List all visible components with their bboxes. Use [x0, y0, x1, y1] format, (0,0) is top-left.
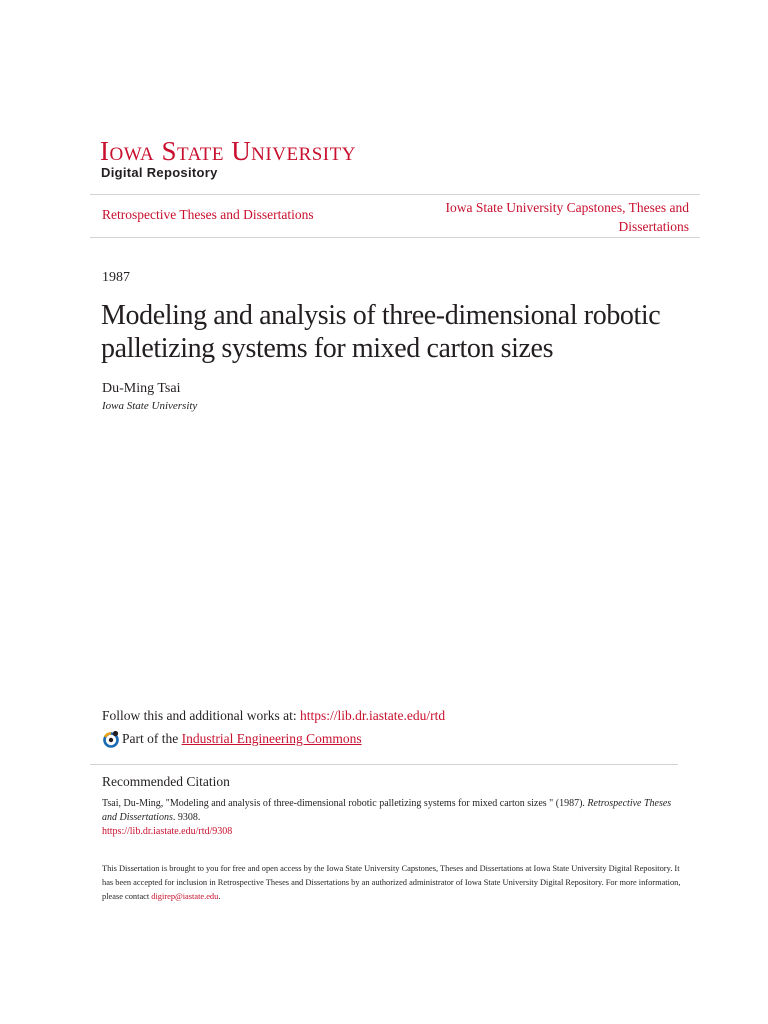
- author-affiliation: Iowa State University: [102, 400, 198, 412]
- citation-plain: Tsai, Du-Ming, "Modeling and analysis of three-dimensional robotic palletizing systems for mixed carton sizes " (1987).: [102, 798, 588, 809]
- part-of-label: Part of the: [122, 731, 179, 746]
- follow-works-line: [102, 708, 445, 724]
- citation-divider: [90, 764, 678, 765]
- nav-divider: [90, 237, 700, 238]
- capstones-link-line2: Dissertations: [618, 219, 689, 234]
- title-line-2: palletizing systems for mixed carton sizes: [101, 333, 554, 364]
- capstones-theses-link[interactable]: [446, 200, 689, 234]
- capstones-link-block: [400, 198, 689, 236]
- citation-url-link[interactable]: https://lib.dr.iastate.edu/rtd/9308: [102, 826, 233, 837]
- follow-url-link[interactable]: https://lib.dr.iastate.edu/rtd: [300, 708, 446, 723]
- university-logo: Iowa State University: [100, 136, 356, 166]
- citation-series: Retrospective Theses and Dissertations: [102, 798, 672, 823]
- notice-end: .: [218, 892, 221, 901]
- citation-suffix: . 9308.: [172, 812, 201, 823]
- notice-text: This Dissertation is brought to you for free and open access by the Iowa State University Capstones, Theses and Dissertations at Iowa State University Digital Repository. It has been accepted for inclusion in Retrospective Theses and Dissertations by an authorized administrator of Iowa State University Digital Repository. For more information, please contact: [102, 864, 681, 901]
- publication-year: 1987: [102, 270, 130, 285]
- repository-name: Digital Repository: [101, 165, 218, 180]
- industrial-engineering-commons-link[interactable]: Industrial Engineering Commons: [181, 731, 362, 746]
- citation-heading: Recommended Citation: [102, 774, 230, 789]
- document-title: [101, 299, 701, 365]
- capstones-link-line1: Iowa State University Capstones, Theses and: [445, 200, 689, 215]
- follow-label: Follow this and additional works at:: [102, 708, 300, 723]
- retrospective-theses-link[interactable]: Retrospective Theses and Dissertations: [102, 207, 314, 222]
- part-of-line: [102, 730, 362, 748]
- top-divider: [90, 194, 700, 195]
- title-line-1: Modeling and analysis of three-dimensional robotic: [101, 300, 661, 331]
- author-name: Du-Ming Tsai: [102, 381, 181, 396]
- citation-text: [102, 797, 672, 839]
- contact-email-link[interactable]: digirep@iastate.edu: [151, 892, 219, 901]
- access-notice: [102, 862, 682, 904]
- network-commons-icon: [102, 730, 120, 748]
